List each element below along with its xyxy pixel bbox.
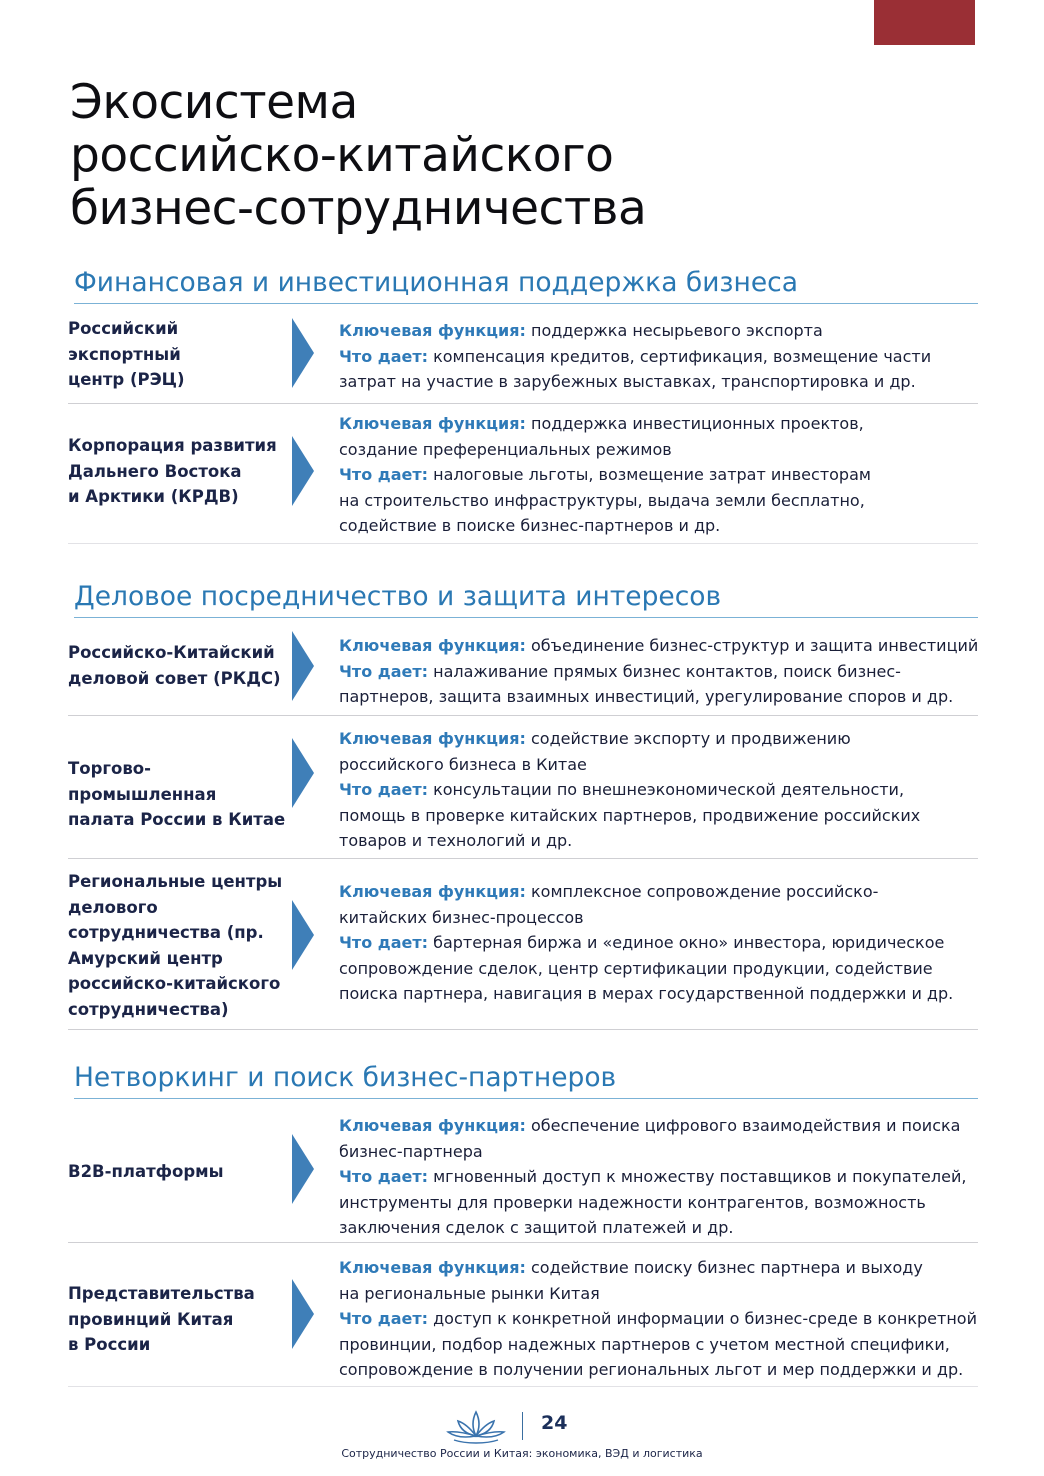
chevron-right-icon [292,631,314,701]
lotus-icon [446,1410,506,1444]
org-name: Корпорация развития Дальнего Востока и Арктики (КРДВ) [68,436,277,506]
org-name: Российско-Китайский деловой совет (РКДС) [68,643,281,688]
section-title-mediation: Деловое посредничество и защита интересов [74,582,978,618]
org-description: Ключевая функция: объединение бизнес-структур и защита инвестиций Что дает: налаживание прямых бизнес контактов, поиск бизнес- партнеров, защита взаимных инвестиций, урегулирование споров и др. [339,636,979,706]
org-name: Региональные центры делового сотрудничества (пр. Амурский центр российско-китайского сотрудничества) [68,872,283,1019]
org-description: Ключевая функция: поддержка инвестиционных проектов, создание преференциальных режимов Что дает: налоговые льготы, возмещение затрат инвесторам на строительство инфраструктуры, выдача земли бесплатно, содействие в поиске бизнес-партнеров и др. [339,414,871,535]
org-name: Торгово- промышленная палата России в Китае [68,759,286,829]
org-name: Российский экспортный центр (РЭЦ) [68,319,185,389]
chevron-right-icon [292,900,314,970]
chevron-right-icon [292,318,314,388]
footer-caption: Сотрудничество России и Китая: экономика, ВЭД и логистика [341,1447,703,1460]
org-description: Ключевая функция: обеспечение цифрового взаимодействия и поиска бизнес-партнера Что дает: мгновенный доступ к множеству поставщиков и покупателей, инструменты для проверки надежности контрагентов, возможность заключения сделок с защитой платежей и др. [339,1116,967,1237]
page-number: 24 [541,1412,568,1434]
org-name: Представительства провинций Китая в России [68,1284,255,1354]
org-name: B2B-платформы [68,1162,224,1181]
org-row-regional-centers [68,859,978,1030]
page-title [70,76,890,235]
org-row-b2b [68,1102,978,1243]
org-row-krdv [68,404,978,544]
title-line: российско-китайского [70,128,614,183]
corner-accent-block [874,0,975,45]
org-row-tpp [68,716,978,859]
section-title-financial: Финансовая и инвестиционная поддержка бизнеса [74,268,978,304]
chevron-right-icon [292,738,314,808]
org-description: Ключевая функция: комплексное сопровождение российско- китайских бизнес-процессов Что дает: бартерная биржа и «единое окно» инвестора, юридическое сопровождение сделок, центр сертификации продукции, содействие поиска партнера, навигация в мерах государственной поддержки и др. [339,882,954,1003]
footer-divider [522,1412,523,1440]
chevron-right-icon [292,436,314,506]
chevron-right-icon [292,1134,314,1204]
title-line: бизнес-сотрудничества [70,181,647,236]
chevron-right-icon [292,1279,314,1349]
org-description: Ключевая функция: содействие экспорту и продвижению российского бизнеса в Китае Что дает: консультации по внешнеэкономической деятельности, помощь в проверке китайских партнеров, продвижение российских товаров и технологий и др. [339,729,921,850]
org-row-provinces [68,1243,978,1387]
org-description: Ключевая функция: поддержка несырьевого экспорта Что дает: компенсация кредитов, сертификация, возмещение части затрат на участие в зарубежных выставках, транспортировка и др. [339,321,932,391]
title-line: Экосистема [70,75,358,130]
section-title-networking: Нетворкинг и поиск бизнес-партнеров [74,1063,978,1099]
org-row-rec [68,307,978,404]
org-row-rkds [68,622,978,716]
org-description: Ключевая функция: содействие поиску бизнес партнера и выходу на региональные рынки Китая Что дает: доступ к конкретной информации о бизнес-среде в конкретной провинции, подбор надежных партнеров с учетом местной специфики, сопровождение в получении региональных льгот и мер поддержки и др. [339,1258,977,1379]
